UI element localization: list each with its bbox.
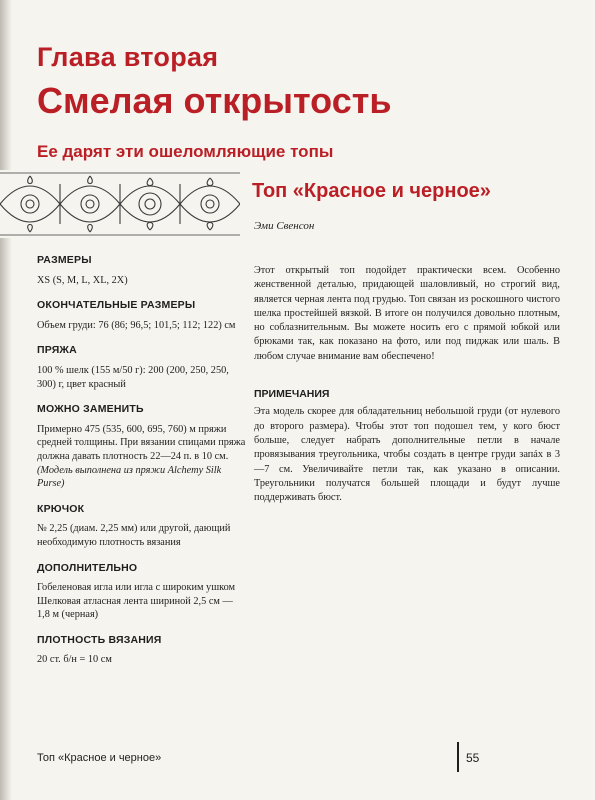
spec-section-sizes: [37, 254, 247, 287]
specs-column: [37, 254, 247, 679]
spec-text: 20 ст. б/н = 10 см: [37, 654, 112, 666]
spec-text: Объем груди: 76 (86; 96,5; 101,5; 112; 122) см: [37, 319, 236, 331]
spec-section-hook: [37, 503, 247, 550]
spec-heading: МОЖНО ЗАМЕНИТЬ: [37, 403, 144, 416]
spec-text: XS (S, M, L, XL, 2X): [37, 274, 128, 286]
spec-text: (Модель выполнена из пряжи Alchemy Silk Purse): [37, 464, 222, 490]
page-spine-shadow: [0, 0, 12, 800]
chapter-label: Глава вторая: [37, 42, 219, 72]
spec-text: № 2,25 (диам. 2,25 мм) или другой, дающий необходимую плотность вязания: [37, 523, 231, 548]
spec-text: Примерно 475 (535, 600, 695, 760) м пряжи средней толщины. При вязании спицами пряжа должна давать плотность 22—24 п. в 10 см.: [37, 423, 246, 462]
spec-heading: ПРЯЖА: [37, 344, 77, 357]
spec-heading: РАЗМЕРЫ: [37, 254, 92, 266]
pattern-title: Топ «Красное и черное»: [252, 180, 491, 202]
spec-text: 100 % шелк (155 м/50 г): 200 (200, 250, 250, 300) г, цвет красный: [37, 364, 229, 390]
footer-running-title: Топ «Красное и черное»: [37, 752, 162, 764]
footer-divider: [457, 742, 459, 772]
intro-paragraph: Этот открытый топ подойдет практически всем. Особенно женственной деталью, придающей шаловливый, но строгий вид, является черная лента под грудью. Топ связан из роскошного чистого шелка простейшей вязкой. В итоге он получился довольно плотным, но соблазнительным. Вы можете носить его с прямой юбкой или брюками так, как показано на фото, или под пиджак или шаль. В любом случае внимание вам обеспечено!: [254, 265, 560, 362]
spec-section-gauge: [37, 634, 247, 667]
spec-heading: ПЛОТНОСТЬ ВЯЗАНИЯ: [37, 633, 162, 646]
spec-heading: ОКОНЧАТЕЛЬНЫЕ РАЗМЕРЫ: [37, 299, 196, 312]
spec-section-extras: [37, 562, 247, 622]
chapter-title: Смелая открытость: [37, 80, 392, 121]
author-name: Эми Свенсон: [254, 220, 315, 232]
spec-heading: КРЮЧОК: [37, 502, 85, 515]
spec-section-yarn: [37, 344, 247, 391]
spec-section-final-sizes: [37, 299, 247, 332]
chapter-subtitle: Ее дарят эти ошеломляющие топы: [37, 142, 334, 161]
spec-text: Гобеленовая игла или игла с широким ушком: [37, 582, 236, 594]
spec-section-substitute: [37, 403, 247, 491]
notes-paragraph: Эта модель скорее для обладательниц небольшой груди (от нулевого до второго размера). Чтобы этот топ подошел тем, у кого бюст больше, следует набрать дополнительные петли в начале провязывания треугольника, чтобы создать в центре груди запáх в 3—7 см. Увеличивайте петли так, как указано в описании. Треугольники получатся большей площади и будут лучше поддерживать бюст.: [254, 406, 560, 504]
description-column: [254, 264, 560, 505]
page-number: 55: [466, 751, 480, 765]
spec-heading: ДОПОЛНИТЕЛЬНО: [37, 561, 138, 574]
floral-lace-ornament-icon: [0, 170, 240, 238]
notes-heading: ПРИМЕЧАНИЯ: [254, 388, 330, 401]
spec-text: Шелковая атласная лента шириной 2,5 см — 1,8 м (черная): [37, 595, 233, 621]
